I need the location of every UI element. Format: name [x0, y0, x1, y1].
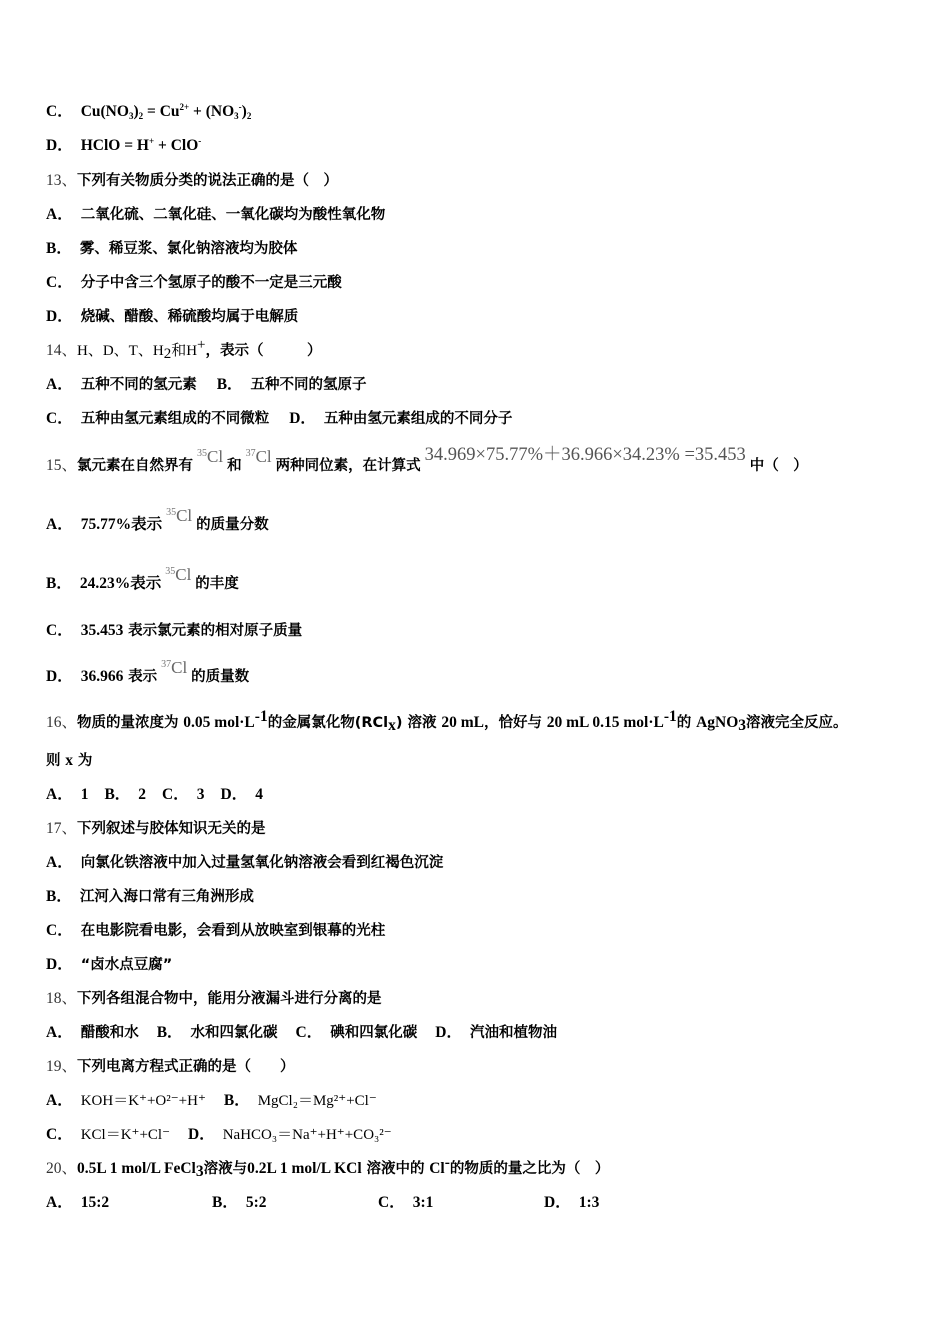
subscript: 3: [738, 717, 747, 734]
option-label: A．: [46, 376, 73, 393]
option-text: 在电影院看电影，会看到从放映室到银幕的光柱: [80, 923, 386, 939]
option-label: D．: [544, 1194, 571, 1211]
option-label: B．: [212, 1194, 238, 1211]
q19-options-row2: [46, 1124, 392, 1145]
q15-option-b: [46, 565, 239, 594]
superscript: -1: [663, 708, 677, 725]
q17-stem: [46, 818, 266, 839]
isotope-cl35: $^{35}$Cl: [165, 565, 192, 584]
option-label: D．: [46, 668, 73, 685]
option-label: D．: [188, 1126, 215, 1143]
stem-part: 0.2L 1 mol/L KCl: [247, 1160, 362, 1177]
q15-option-c: [46, 620, 302, 641]
question-number: 16、: [46, 714, 78, 731]
option-label: A．: [46, 1194, 73, 1211]
q16-stem-line2: [46, 750, 92, 771]
option-text: 雾、稀豆浆、氯化钠溶液均为胶体: [79, 241, 298, 257]
q15-option-d: [46, 658, 250, 687]
option-text: “卤水点豆腐”: [80, 957, 173, 973]
option-label: A．: [46, 854, 73, 871]
stem-part: 的金属氯化物(RCl: [267, 715, 389, 731]
option-label: D．: [46, 956, 73, 973]
option-text: 1: [80, 786, 89, 803]
option-text: KOH＝K⁺+O²⁻+H⁺: [80, 1093, 206, 1109]
option-label: C．: [162, 786, 189, 803]
option-label: D．: [46, 137, 73, 154]
isotope-cl37: $^{37}$Cl: [245, 447, 272, 466]
isotope-cl37: $^{37}$Cl: [161, 658, 188, 677]
option-label: C．: [46, 410, 73, 427]
option-text: 五种由氢元素组成的不同分子: [323, 411, 513, 427]
option-label: C．: [295, 1024, 323, 1041]
question-text: 下列各组混合物中，能用分液漏斗进行分离的是: [77, 991, 382, 1007]
option-text: 24.23%表示: [79, 575, 162, 592]
option-text: 分子中含三个氢原子的酸不一定是三元酸: [80, 275, 342, 291]
q20-stem: [46, 1154, 610, 1180]
stem-part: ，恰好与: [483, 715, 542, 731]
option-text: HClO = H+ + ClO-: [80, 136, 202, 154]
option-label: C．: [46, 1126, 73, 1143]
option-label: C．: [46, 103, 73, 120]
option-text: 表示氯元素的相对原子质量: [128, 623, 303, 639]
subscript: 2: [163, 346, 172, 362]
option-label: A．: [46, 786, 73, 803]
option-text: MgCl₂＝Mg²⁺+Cl⁻: [257, 1093, 377, 1109]
option-text: 36.966: [80, 668, 124, 685]
isotope-cl35: $^{35}$Cl: [197, 447, 224, 466]
stem-part: 溶液完全反应。: [746, 715, 848, 731]
stem-part: 的: [676, 715, 692, 731]
stem-part: 物质的量浓度为: [77, 715, 179, 731]
option-text: 的质量数: [191, 669, 250, 685]
stem-part: 20 mL 0.15 mol·L: [546, 714, 664, 731]
q17-option-a: [46, 852, 443, 873]
option-text: 3: [196, 786, 205, 803]
q18-options: [46, 1022, 557, 1043]
question-number: 14、: [46, 342, 78, 359]
option-label: C．: [46, 922, 73, 939]
q20-option-b: [212, 1192, 378, 1213]
option-text: 二氧化硫、二氧化硅、一氧化碳均为酸性氧化物: [80, 207, 386, 223]
option-label: A．: [46, 516, 73, 533]
q12-option-d: [46, 136, 201, 156]
option-text: 汽油和植物油: [469, 1025, 557, 1041]
option-label: A．: [46, 1092, 73, 1109]
option-label: B．: [156, 1024, 183, 1041]
option-text: 1:3: [578, 1194, 600, 1211]
option-label: D．: [289, 410, 316, 427]
q17-option-c: [46, 920, 385, 941]
superscript: -1: [254, 708, 268, 725]
q17-option-b: [46, 886, 254, 907]
q13-option-a: [46, 204, 385, 225]
stem-part: 两种同位素，在计算式: [275, 458, 421, 474]
option-text: 碘和四氯化碳: [330, 1025, 418, 1041]
stem-part: 为: [77, 753, 93, 769]
stem-part: 则: [46, 753, 61, 769]
stem-part: 和: [227, 458, 242, 474]
option-text: 的质量分数: [196, 517, 269, 533]
option-label: B．: [46, 240, 72, 257]
stem-part: 氯元素在自然界有: [77, 458, 194, 474]
option-text: 江河入海口常有三角洲形成: [79, 889, 254, 905]
option-text: NaHCO₃＝Na⁺+H⁺+CO₃²⁻: [222, 1127, 392, 1143]
option-text: 醋酸和水: [80, 1025, 139, 1041]
option-text: 35.453: [80, 622, 124, 639]
question-number: 20、: [46, 1160, 78, 1177]
stem-part: 和H: [171, 343, 198, 359]
option-text: 75.77%表示: [80, 516, 163, 533]
q13-option-b: [46, 238, 297, 259]
option-text: 2: [138, 786, 147, 803]
q20-option-c: [378, 1192, 544, 1213]
superscript: +: [197, 337, 206, 353]
stem-part: H、D、T、H: [77, 343, 164, 359]
q20-option-d: [544, 1192, 599, 1213]
stem-part: 0.05 mol·L: [183, 714, 255, 731]
stem-part: AgNO: [696, 714, 739, 731]
option-text: 表示: [128, 669, 158, 685]
option-label: A．: [46, 1024, 73, 1041]
option-text: 3:1: [412, 1194, 434, 1211]
option-label: D．: [220, 786, 248, 803]
q13-option-c: [46, 272, 342, 293]
option-label: B．: [46, 888, 72, 905]
option-label: C．: [378, 1194, 405, 1211]
superscript: -: [444, 1154, 450, 1171]
option-text: 五种由氢元素组成的不同微粒: [80, 411, 270, 427]
option-text: 15:2: [80, 1194, 110, 1211]
question-number: 17、: [46, 820, 78, 837]
stem-part: x: [65, 752, 74, 769]
question-text: 下列叙述与胶体知识无关的是: [77, 821, 266, 837]
option-label: C．: [46, 622, 73, 639]
stem-part: 中（ ）: [749, 458, 808, 474]
q14-stem: [46, 337, 322, 362]
question-text: 下列电离方程式正确的是（ ）: [77, 1059, 295, 1075]
stem-part: 0.5L 1 mol/L FeCl: [77, 1160, 196, 1177]
option-label: D．: [435, 1024, 462, 1041]
subscript: x: [388, 717, 396, 734]
q15-option-a: [46, 506, 269, 535]
stem-part: ) 溶液: [395, 715, 437, 731]
option-text: 5:2: [245, 1194, 267, 1211]
option-label: C．: [46, 274, 73, 291]
q12-option-c: [46, 102, 251, 122]
option-text: $Cu(NO_3)_2 = Cu^{2+} + (NO_3^-)_2$: [80, 102, 252, 121]
question-number: 13、: [46, 172, 78, 189]
stem-part: Cl: [429, 1160, 445, 1177]
option-text: 向氯化铁溶液中加入过量氢氧化钠溶液会看到红褐色沉淀: [80, 855, 444, 871]
isotope-cl35: $^{35}$Cl: [166, 506, 193, 525]
question-number: 19、: [46, 1058, 78, 1075]
stem-part: 溶液与: [203, 1161, 248, 1177]
q20-options: [46, 1192, 599, 1213]
subscript: 3: [195, 1163, 204, 1180]
question-number: 15、: [46, 457, 78, 474]
q14-options-row1: [46, 374, 367, 395]
calculation-formula: 34.969×75.77%＋36.966×34.23% =35.453: [424, 445, 746, 465]
q16-options: [46, 784, 263, 805]
q17-option-d: [46, 954, 172, 975]
q19-stem: [46, 1056, 295, 1077]
q16-stem: [46, 708, 848, 734]
q14-options-row2: [46, 408, 512, 429]
option-label: A．: [46, 206, 73, 223]
option-text: 4: [255, 786, 263, 803]
option-label: B．: [46, 575, 72, 592]
option-text: 五种不同的氢元素: [80, 377, 197, 393]
option-label: D．: [46, 308, 73, 325]
option-text: 烧碱、醋酸、稀硫酸均属于电解质: [80, 309, 299, 325]
question-text: 下列有关物质分类的说法正确的是（ ）: [77, 173, 339, 189]
q20-option-a: [46, 1192, 212, 1213]
stem-part: 溶液中的: [366, 1161, 425, 1177]
option-label: B．: [223, 1092, 250, 1109]
option-text: KCl＝K⁺+Cl⁻: [80, 1127, 171, 1143]
q13-stem: [46, 170, 338, 191]
stem-part: ，表示（ ）: [205, 343, 322, 359]
q13-option-d: [46, 306, 298, 327]
stem-part: 的物质的量之比为（ ）: [449, 1161, 610, 1177]
stem-part: 20 mL: [441, 714, 484, 731]
question-number: 18、: [46, 990, 78, 1007]
q15-stem: [46, 445, 808, 476]
option-text: 的丰度: [195, 576, 239, 592]
q18-stem: [46, 988, 382, 1009]
option-text: 水和四氯化碳: [190, 1025, 278, 1041]
option-label: B．: [216, 376, 243, 393]
option-label: B．: [104, 786, 131, 803]
option-text: 五种不同的氢原子: [250, 377, 367, 393]
q19-options-row1: [46, 1090, 377, 1111]
